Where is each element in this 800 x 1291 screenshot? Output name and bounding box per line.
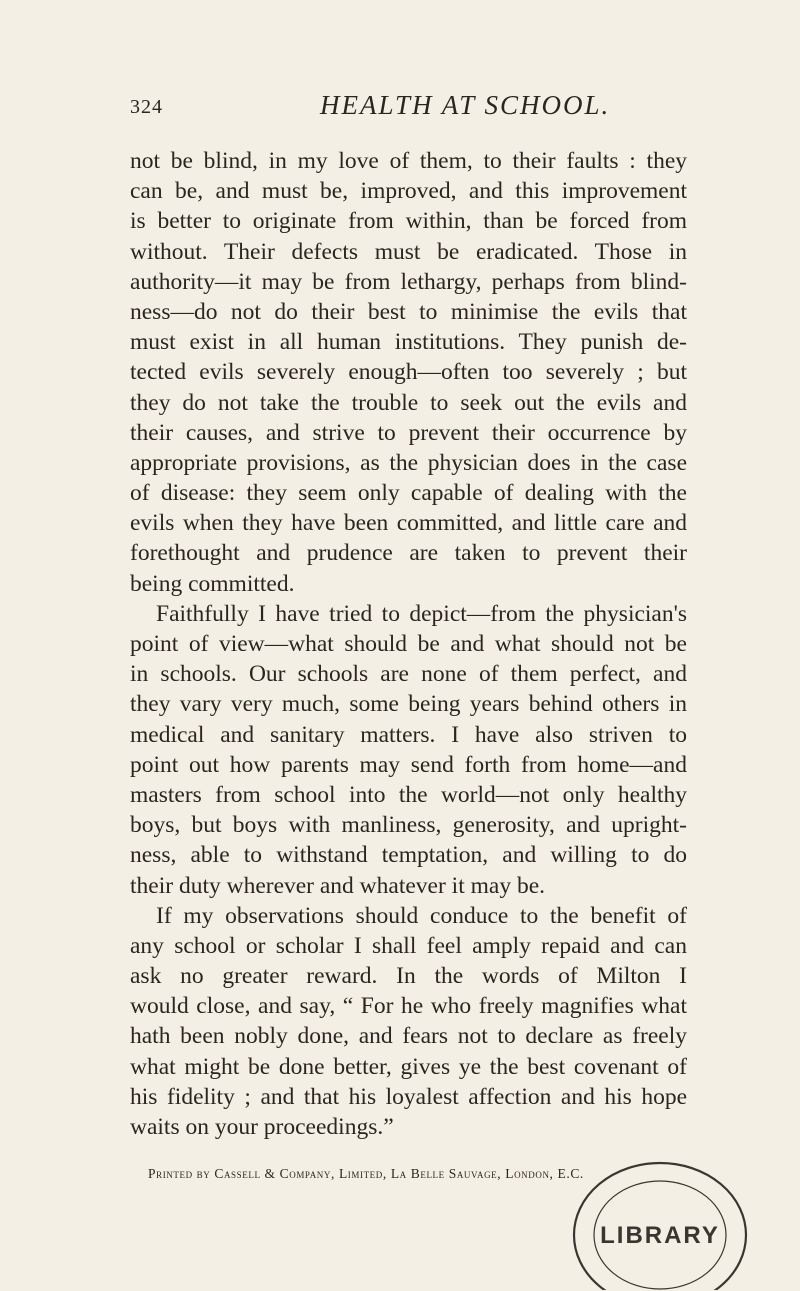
text-line: any school or scholar I shall feel amply repaid and can xyxy=(130,932,687,959)
text-line: point out how parents may send forth from home—and xyxy=(130,751,687,778)
running-head xyxy=(130,90,690,130)
library-stamp xyxy=(565,1140,755,1290)
text-line: boys, but boys with manliness, generosity, and upright- xyxy=(130,812,687,839)
text-line: If my observations should conduce to the benefit of xyxy=(156,902,687,929)
text-line: is better to originate from within, than be forced from xyxy=(130,208,687,235)
text-line: forethought and prudence are taken to prevent their xyxy=(130,540,687,567)
text-line: what might be done better, gives ye the best covenant of xyxy=(130,1053,687,1080)
text-line: authority—it may be from lethargy, perhaps from blind- xyxy=(130,268,687,295)
text-line: medical and sanitary matters. I have also striven to xyxy=(130,721,687,748)
text-line: they do not take the trouble to seek out the evils and xyxy=(130,389,687,416)
text-line: of disease: they seem only capable of dealing with the xyxy=(130,480,687,507)
text-line: in schools. Our schools are none of them perfect, and xyxy=(130,661,687,688)
text-line: their duty wherever and whatever it may be. xyxy=(130,872,546,899)
text-line: tected evils severely enough—often too severely ; but xyxy=(130,359,687,386)
text-line: point of view—what should be and what should not be xyxy=(130,631,687,657)
text-line: must exist in all human institutions. They punish de- xyxy=(130,329,687,356)
text-line: ness, able to withstand temptation, and willing to do xyxy=(130,842,687,869)
text-line: Faithfully I have tried to depict—from the physician's xyxy=(156,600,687,627)
text-line: they vary very much, some being years behind others in xyxy=(130,691,687,718)
body-text xyxy=(130,146,687,1142)
text-line: evils when they have been committed, and little care and xyxy=(130,510,687,537)
text-line: their causes, and strive to prevent their occurrence by xyxy=(130,419,687,446)
text-line: hath been nobly done, and fears not to declare as freely xyxy=(130,1023,687,1050)
library-stamp-label: LIBRARY xyxy=(600,1222,720,1249)
text-line: ness—do not do their best to minimise the evils that xyxy=(130,298,687,325)
text-line: not be blind, in my love of them, to their faults : they xyxy=(130,148,687,174)
page-number: 324 xyxy=(130,96,163,118)
text-line: can be, and must be, improved, and this improvement xyxy=(130,178,687,205)
text-line: waits on your proceedings.” xyxy=(130,1114,394,1140)
text-line: his fidelity ; and that his loyalest affection and his hope xyxy=(130,1083,687,1110)
text-line: would close, and say, “ For he who freely magnifies what xyxy=(130,993,687,1020)
text-line: being committed. xyxy=(130,570,295,597)
running-title: HEALTH AT SCHOOL. xyxy=(320,90,611,120)
text-line: without. Their defects must be eradicated. Those in xyxy=(130,238,687,265)
text-line: ask no greater reward. In the words of Milton I xyxy=(130,963,687,990)
text-line: masters from school into the world—not only healthy xyxy=(130,781,687,808)
text-line: appropriate provisions, as the physician does in the case xyxy=(130,449,687,476)
printer-imprint: Printed by Cassell & Company, Limited, La Belle Sauvage, London, E.C. xyxy=(148,1166,584,1181)
